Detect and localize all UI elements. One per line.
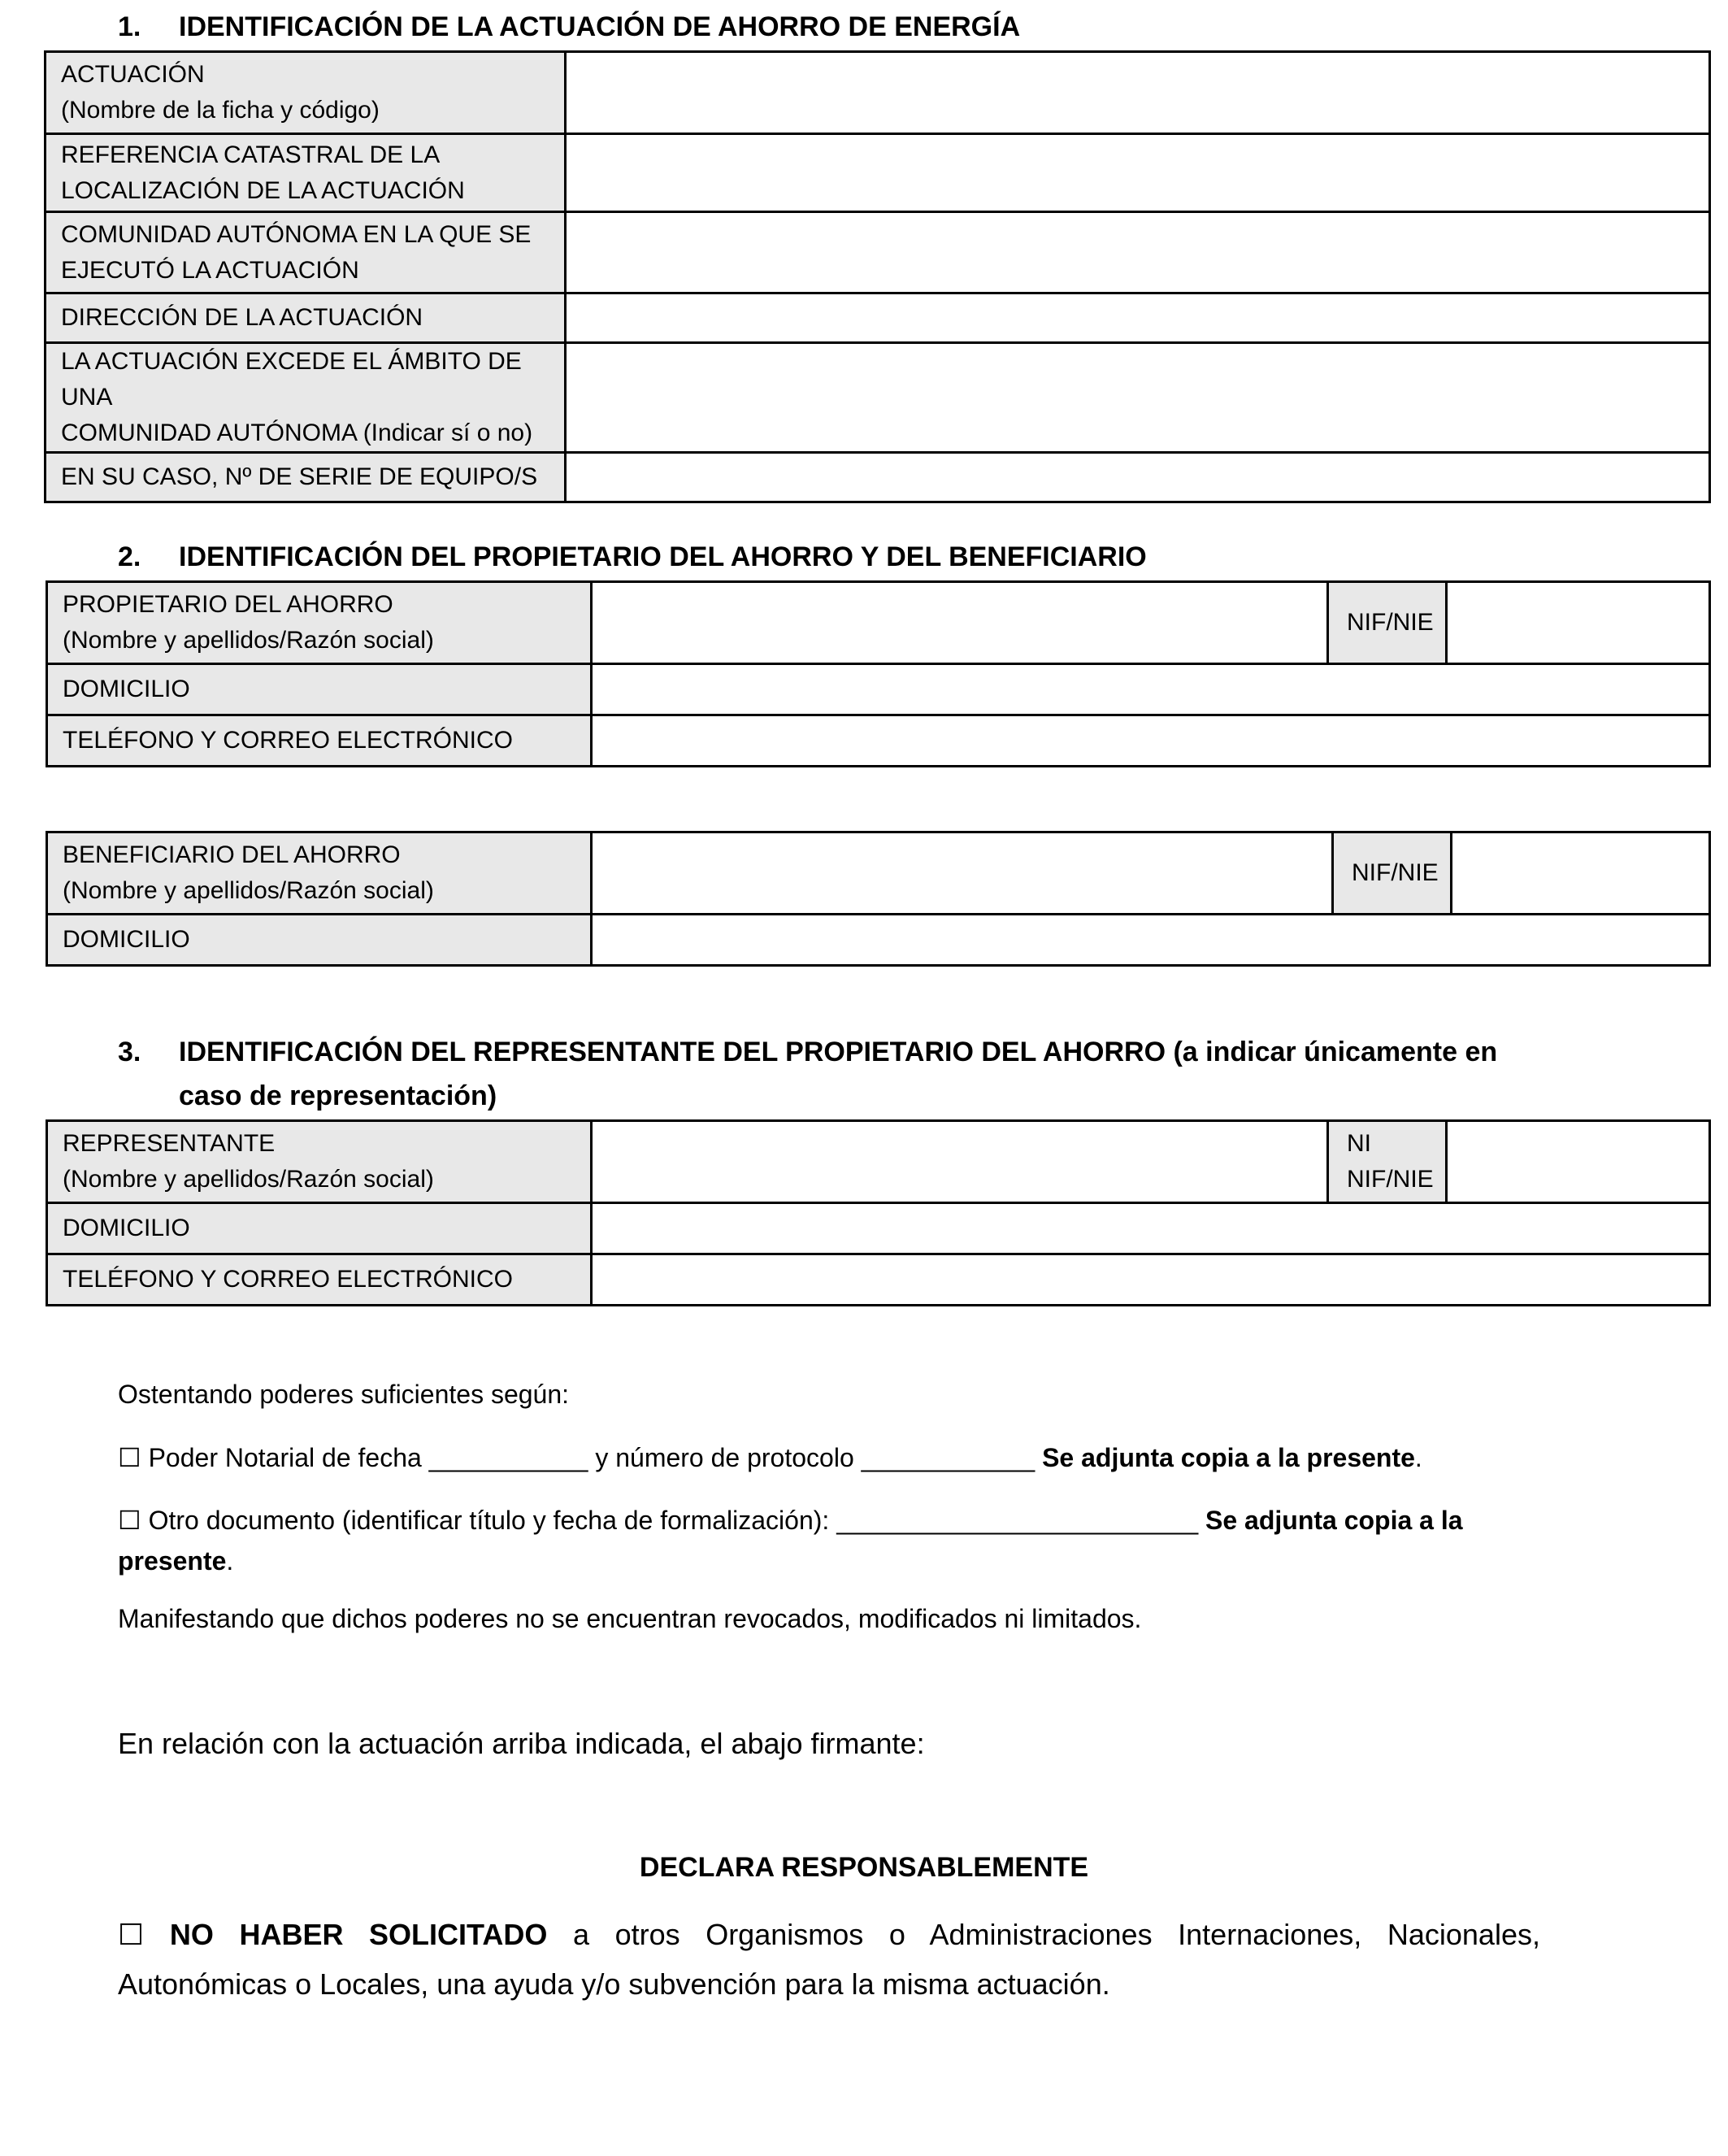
section-number: 3. xyxy=(118,1037,141,1067)
label-line: BENEFICIARIO DEL AHORRO xyxy=(63,841,401,868)
section-number: 2. xyxy=(118,541,141,572)
label-line: (Nombre y apellidos/Razón social) xyxy=(63,627,434,654)
option-bold-text: Se adjunta copia a la presente xyxy=(118,1506,1463,1576)
label-line: (Nombre de la ficha y código) xyxy=(61,97,380,124)
beneficiary-table xyxy=(46,831,1711,967)
label-contacto-propietario: TELÉFONO Y CORREO ELECTRÓNICO xyxy=(47,715,592,767)
label-domicilio-propietario: DOMICILIO xyxy=(47,664,592,715)
field-representante[interactable] xyxy=(592,1121,1328,1203)
label-line: NI xyxy=(1347,1130,1371,1157)
table-row xyxy=(47,664,1710,715)
label-line: NIF/NIE xyxy=(1347,1166,1434,1193)
field-domicilio-beneficiario[interactable] xyxy=(592,915,1710,966)
clause-bold-text: NO HABER SOLICITADO xyxy=(169,1918,548,1951)
section-2-title xyxy=(118,535,1147,579)
actuation-table xyxy=(44,50,1711,503)
section-title-text: IDENTIFICACIÓN DEL PROPIETARIO DEL AHORRO Y DEL BENEFICIARIO xyxy=(179,541,1147,572)
label-nif-beneficiario: NIF/NIE xyxy=(1333,832,1452,915)
field-propietario[interactable] xyxy=(592,582,1328,664)
label-excede-ambito xyxy=(46,343,566,453)
field-domicilio-representante[interactable] xyxy=(592,1203,1710,1254)
label-direccion xyxy=(46,293,566,343)
field-excede-ambito[interactable] xyxy=(566,343,1710,453)
field-domicilio-propietario[interactable] xyxy=(592,664,1710,715)
label-domicilio-representante: DOMICILIO xyxy=(47,1203,592,1254)
label-line: EN SU CASO, Nº DE SERIE DE EQUIPO/S xyxy=(61,463,538,490)
checkbox-icon[interactable]: ☐ xyxy=(118,1442,141,1473)
clause-text: a otros Organismos o Administraciones Internaciones, Nacionales, Autonómicas o Locales, una ayuda y/o subvención para la misma actuación. xyxy=(118,1918,1540,2001)
checkbox-icon[interactable]: ☐ xyxy=(118,1919,145,1952)
checkbox-icon[interactable]: ☐ xyxy=(118,1505,141,1536)
table-row xyxy=(47,715,1710,767)
label-comunidad-autonoma xyxy=(46,212,566,293)
label-beneficiario xyxy=(47,832,592,915)
table-row xyxy=(46,343,1710,453)
section-1-title xyxy=(118,5,1020,49)
label-line: COMUNIDAD AUTÓNOMA (Indicar sí o no) xyxy=(61,419,533,446)
section-title-text: IDENTIFICACIÓN DEL REPRESENTANTE DEL PROPIETARIO DEL AHORRO (a indicar únicamente en xyxy=(179,1037,1498,1067)
label-line: DIRECCIÓN DE LA ACTUACIÓN xyxy=(61,304,423,331)
table-row xyxy=(46,134,1710,212)
table-row xyxy=(46,52,1710,134)
label-domicilio-beneficiario: DOMICILIO xyxy=(47,915,592,966)
section-title-text: IDENTIFICACIÓN DE LA ACTUACIÓN DE AHORRO DE ENERGÍA xyxy=(179,11,1021,42)
label-line: LOCALIZACIÓN DE LA ACTUACIÓN xyxy=(61,176,465,204)
field-actuacion[interactable] xyxy=(566,52,1710,134)
label-nif-representante xyxy=(1328,1121,1447,1203)
section-number: 1. xyxy=(118,11,141,42)
field-nif-beneficiario[interactable] xyxy=(1452,832,1710,915)
table-row xyxy=(47,582,1710,664)
option-text: Poder Notarial de fecha ___________ y número de protocolo ____________ xyxy=(148,1443,1035,1472)
table-row xyxy=(46,293,1710,343)
option-end: . xyxy=(226,1546,234,1576)
label-line: (Nombre y apellidos/Razón social) xyxy=(63,877,434,904)
label-line: COMUNIDAD AUTÓNOMA EN LA QUE SE xyxy=(61,220,532,248)
field-contacto-representante[interactable] xyxy=(592,1254,1710,1306)
section-title-continuation: caso de representación) xyxy=(179,1080,497,1111)
label-contacto-representante: TELÉFONO Y CORREO ELECTRÓNICO xyxy=(47,1254,592,1306)
table-row xyxy=(47,1254,1710,1306)
label-actuacion xyxy=(46,52,566,134)
label-line: EJECUTÓ LA ACTUACIÓN xyxy=(61,256,359,284)
powers-intro: Ostentando poderes suficientes según: xyxy=(118,1380,570,1409)
section-3-title xyxy=(118,1030,1498,1111)
label-nif-propietario: NIF/NIE xyxy=(1328,582,1447,664)
table-row xyxy=(46,453,1710,502)
table-row xyxy=(47,1203,1710,1254)
table-row xyxy=(47,915,1710,966)
table-row xyxy=(47,832,1710,915)
label-propietario xyxy=(47,582,592,664)
declaration-intro: En relación con la actuación arriba indicada, el abajo firmante: xyxy=(118,1727,925,1760)
label-line: PROPIETARIO DEL AHORRO xyxy=(63,591,393,618)
field-contacto-propietario[interactable] xyxy=(592,715,1710,767)
label-representante xyxy=(47,1121,592,1203)
option-text: Otro documento (identificar título y fecha de formalización): _________________________ xyxy=(148,1506,1199,1535)
field-comunidad-autonoma[interactable] xyxy=(566,212,1710,293)
label-referencia-catastral xyxy=(46,134,566,212)
powers-option-other xyxy=(118,1500,1540,1581)
field-nif-propietario[interactable] xyxy=(1447,582,1710,664)
label-line: ACTUACIÓN xyxy=(61,61,205,88)
field-direccion[interactable] xyxy=(566,293,1710,343)
option-end: . xyxy=(1414,1443,1422,1472)
field-nif-representante[interactable] xyxy=(1447,1121,1710,1203)
label-line: (Nombre y apellidos/Razón social) xyxy=(63,1166,434,1193)
powers-statement: Manifestando que dichos poderes no se encuentran revocados, modificados ni limitados. xyxy=(118,1604,1142,1633)
label-line: REPRESENTANTE xyxy=(63,1130,276,1157)
option-bold-text: Se adjunta copia a la presente xyxy=(1042,1443,1415,1472)
owner-table xyxy=(46,580,1711,767)
field-referencia-catastral[interactable] xyxy=(566,134,1710,212)
label-numero-serie xyxy=(46,453,566,502)
field-beneficiario[interactable] xyxy=(592,832,1333,915)
representative-table xyxy=(46,1119,1711,1306)
field-numero-serie[interactable] xyxy=(566,453,1710,502)
declaration-heading: DECLARA RESPONSABLEMENTE xyxy=(639,1852,1089,1883)
declaration-clause xyxy=(118,1910,1540,2009)
powers-option-notarial xyxy=(118,1437,1540,1478)
label-line: REFERENCIA CATASTRAL DE LA xyxy=(61,141,441,168)
table-row xyxy=(46,212,1710,293)
table-row xyxy=(47,1121,1710,1203)
label-line: LA ACTUACIÓN EXCEDE EL ÁMBITO DE UNA xyxy=(61,348,522,411)
